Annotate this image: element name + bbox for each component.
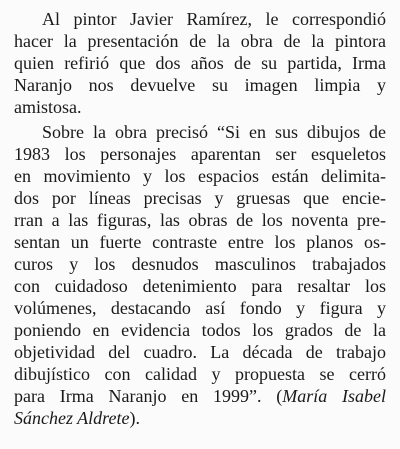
text-line: 1983 los personajes aparentan ser esqueletos xyxy=(14,144,386,164)
text-line: hacer la presentación de la obra de la pintora xyxy=(14,31,386,51)
text-line: dos por líneas precisas y gruesas que encie- xyxy=(14,188,386,208)
text-line: Al pintor Javier Ramírez, le correspondió xyxy=(42,9,386,29)
text-line: sentan un fuerte contraste entre los planos os- xyxy=(14,232,386,252)
text-line: dibujístico con calidad y propuesta se cerró xyxy=(14,364,386,384)
paragraph-2 xyxy=(14,121,386,429)
text-line: Sobre la obra precisó “Si en sus dibujos de xyxy=(42,122,386,142)
text-line: Naranjo nos devuelve su imagen limpia y xyxy=(14,75,386,95)
text-line: curos y los desnudos masculinos trabajados xyxy=(14,254,386,274)
text-line: volúmenes, destacando así fondo y figura y xyxy=(14,298,386,318)
text-line: amistosa. xyxy=(14,97,82,117)
citation-author-first: María Isabel xyxy=(282,386,386,406)
citation-line xyxy=(14,407,386,429)
citation-author-last: Sánchez Aldrete xyxy=(14,408,130,428)
text-line: quien refirió que dos años de su partida, Irma xyxy=(14,53,386,73)
paragraph-1 xyxy=(14,8,386,118)
text-line: poniendo en evidencia todos los grados de la xyxy=(14,320,386,340)
text-line: rran a las figuras, las obras de los noventa pre- xyxy=(14,210,386,230)
text-line-segment: para Irma Naranjo en 1999”. xyxy=(14,386,262,406)
text-line: con cuidadoso detenimiento para resaltar los xyxy=(14,276,386,296)
text-line: objetividad del cuadro. La década de trabajo xyxy=(14,342,386,362)
text-line: en movimiento y los espacios están delimita- xyxy=(14,166,386,186)
body-text xyxy=(14,8,386,429)
citation-close: ). xyxy=(129,408,140,428)
text-line-with-citation: para Irma Naranjo en 1999”. (María Isabel xyxy=(14,386,386,406)
